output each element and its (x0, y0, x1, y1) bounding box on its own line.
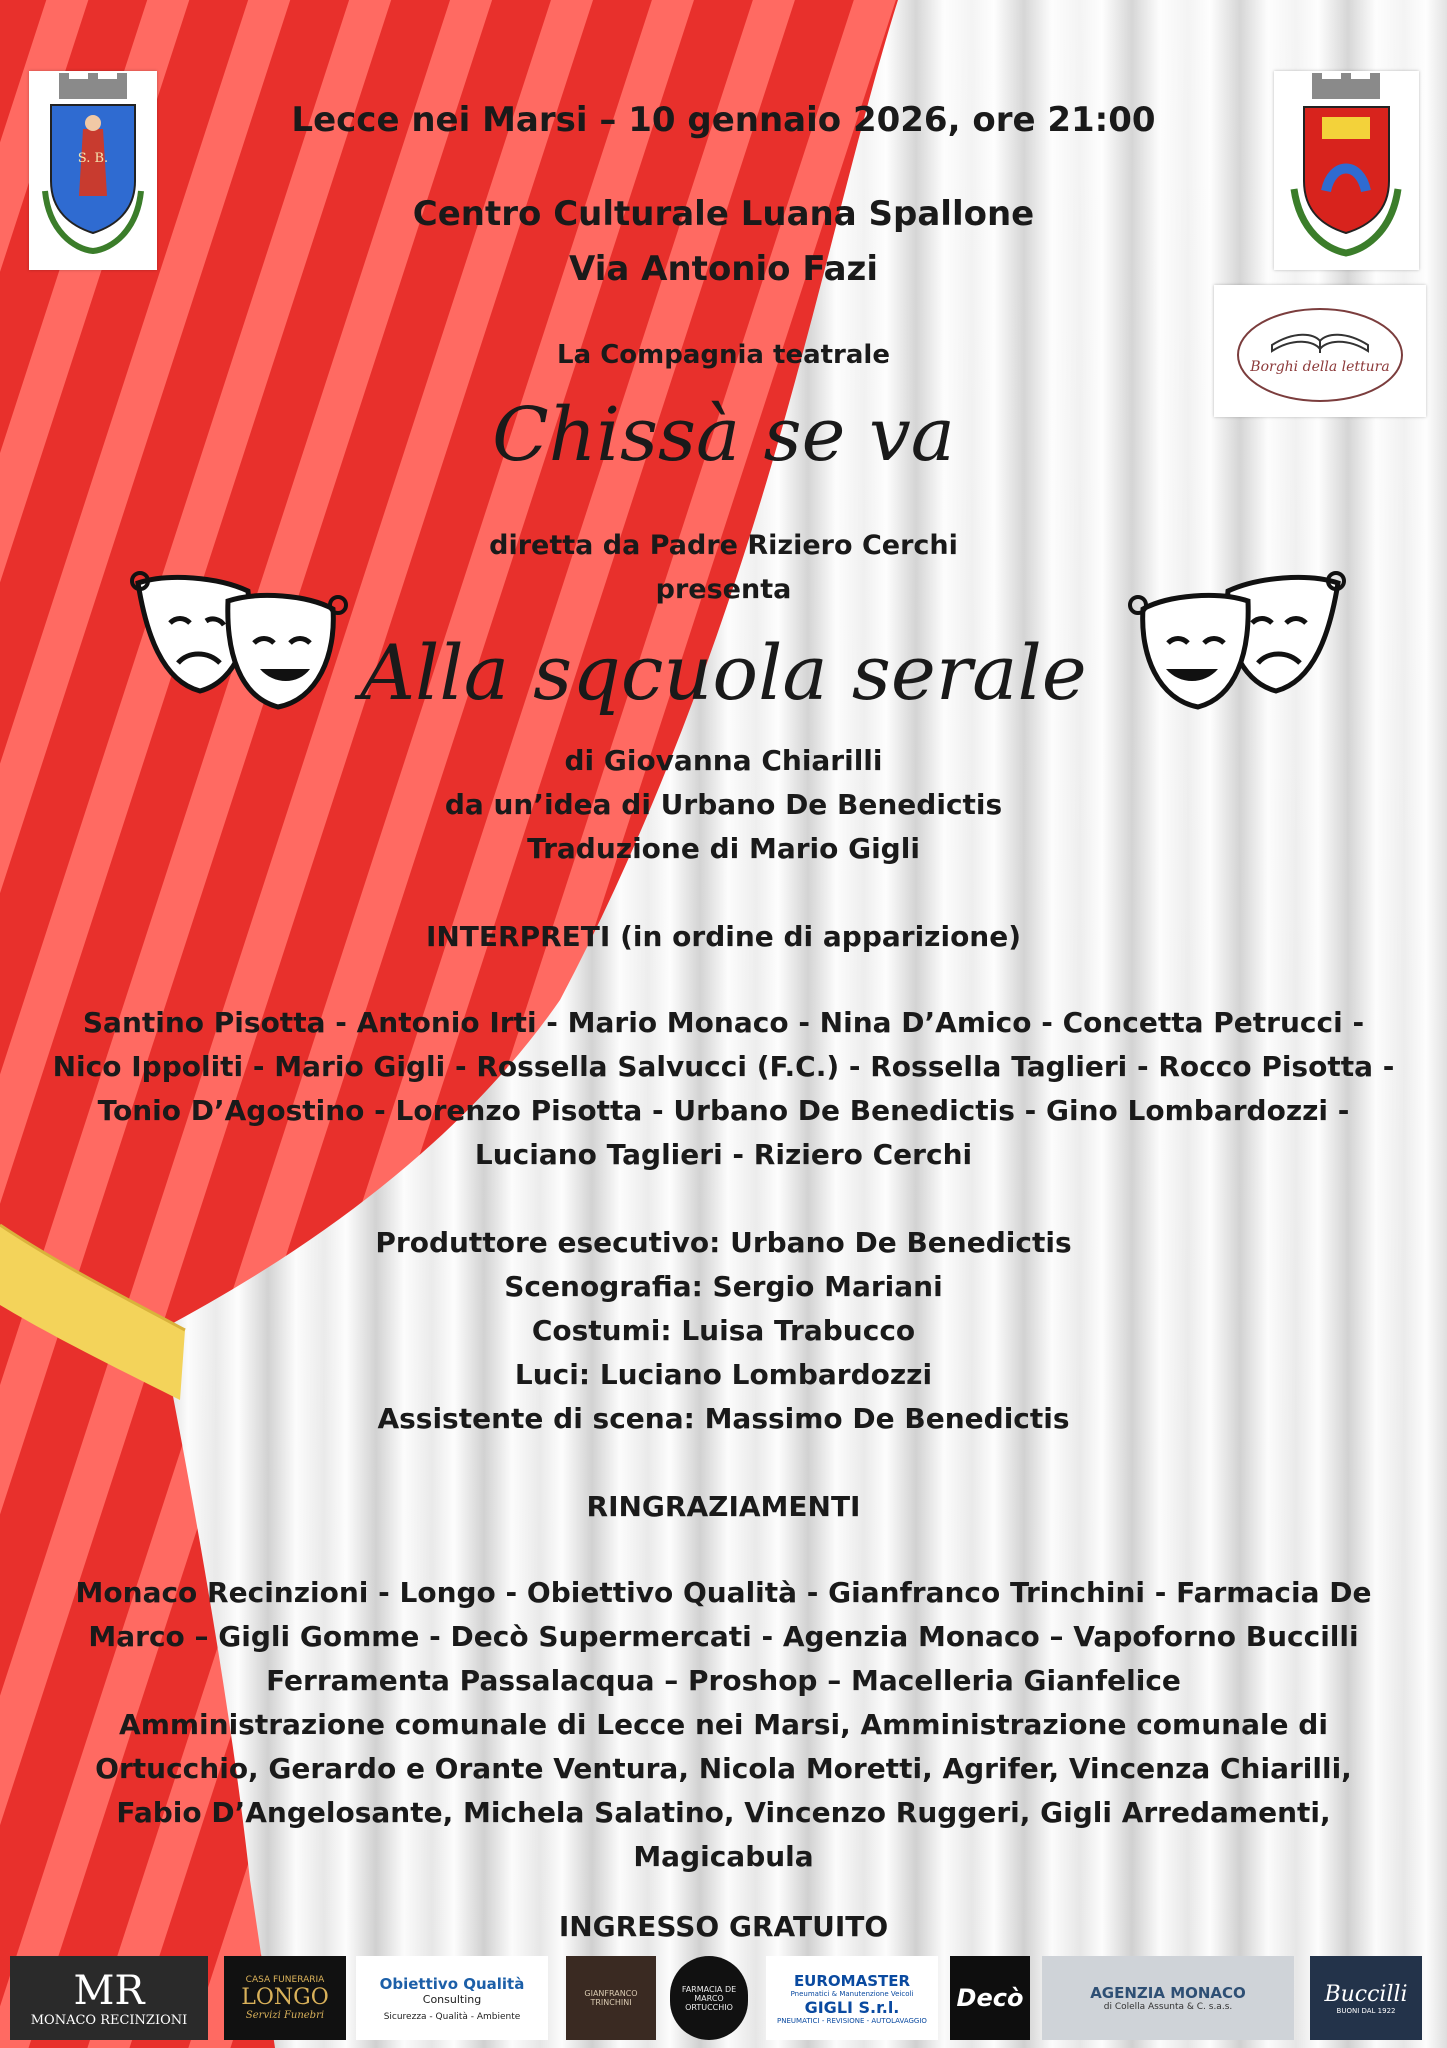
event-date-line: Lecce nei Marsi – 10 gennaio 2026, ore 21:00 (291, 100, 1156, 140)
thanks-line: Amministrazione comunale di Lecce nei Marsi, Amministrazione comunale di (119, 1708, 1328, 1741)
oq-tag: Sicurezza - Qualità - Ambiente (383, 2011, 521, 2022)
cast-heading-note: (in ordine di apparizione) (610, 920, 1022, 953)
logo-monaco-recinzioni (10, 1956, 208, 2040)
thanks-line: Magicabula (633, 1840, 814, 1873)
thanks-line: Marco – Gigli Gomme - Decò Supermercati - Agenzia Monaco – Vapoforno Buccilli (88, 1620, 1359, 1653)
company-name: Chissà se va (492, 392, 955, 478)
buccilli-sub: BUONI DAL 1922 (1336, 2006, 1396, 2015)
longo-name: LONGO (241, 1985, 329, 2010)
crew-line: Costumi: Luisa Trabucco (531, 1314, 916, 1347)
euromaster-sub: Pneumatici & Manutenzione Veicoli (790, 1989, 914, 1998)
logo-agenzia-monaco (1042, 1956, 1294, 2040)
gigli-sub: PNEUMATICI - REVISIONE - AUTOLAVAGGIO (777, 2016, 927, 2025)
thanks-heading: RINGRAZIAMENTI (586, 1490, 861, 1523)
thanks-line: Fabio D’Angelosante, Michela Salatino, Vincenzo Ruggeri, Gigli Arredamenti, (116, 1796, 1331, 1829)
longo-top: CASA FUNERARIA (245, 1975, 325, 1985)
logo-obiettivo-qualita (356, 1956, 548, 2040)
thanks-line: Ortucchio, Gerardo e Orante Ventura, Nicola Moretti, Agrifer, Vincenza Chiarilli, (95, 1752, 1352, 1785)
thanks-line: Monaco Recinzioni - Longo - Obiettivo Qualità - Gianfranco Trinchini - Farmacia De (75, 1576, 1372, 1609)
crew-line: Produttore esecutivo: Urbano De Benedictis (375, 1226, 1072, 1259)
logo-deco (950, 1956, 1030, 2040)
play-idea: da un’idea di Urbano De Benedictis (444, 788, 1003, 821)
company-intro: La Compagnia teatrale (557, 340, 890, 370)
logo-buccilli (1310, 1956, 1422, 2040)
agenzia-name: AGENZIA MONACO (1090, 1984, 1246, 2002)
cast-line: Luciano Taglieri - Riziero Cerchi (474, 1138, 973, 1171)
crew-line: Assistente di scena: Massimo De Benedictis (377, 1402, 1070, 1435)
cast-line: Tonio D’Agostino - Lorenzo Pisotta - Urbano De Benedictis - Gino Lombardozzi - (97, 1094, 1350, 1127)
play-title: Alla sqcuola serale (360, 628, 1087, 717)
cast-heading-label: INTERPRETI (425, 920, 611, 953)
venue-address: Via Antonio Fazi (569, 249, 878, 289)
crew-line: Scenografia: Sergio Mariani (504, 1270, 943, 1303)
cast-line: Santino Pisotta - Antonio Irti - Mario Monaco - Nina D’Amico - Concetta Petrucci - (82, 1006, 1365, 1039)
deco-name: Decò (956, 1984, 1024, 2012)
buccilli-name: Buccilli (1324, 1981, 1408, 2007)
logo-longo (224, 1956, 346, 2040)
farmacia-name: FARMACIA DE MARCO ORTUCCHIO (681, 1984, 737, 2012)
mr-initials: MR (73, 1967, 145, 2014)
logo-gigli-euromaster (766, 1956, 938, 2040)
euromaster-name: EUROMASTER (793, 1971, 911, 1990)
crest-initials: S. B. (77, 151, 109, 166)
thanks-line: Ferramenta Passalacqua – Proshop – Macelleria Gianfelice (266, 1664, 1181, 1697)
cast-heading (0, 920, 1447, 953)
company-director: diretta da Padre Riziero Cerchi (489, 530, 958, 561)
gigli-name: GIGLI S.r.l. (804, 1997, 900, 2017)
oq-name: Obiettivo Qualità (379, 1974, 525, 1993)
agenzia-sub: di Colella Assunta & C. s.a.s. (1103, 2002, 1233, 2012)
play-translation: Traduzione di Mario Gigli (527, 832, 920, 865)
longo-sub: Servizi Funebri (245, 2010, 325, 2021)
logo-farmacia-de-marco (670, 1956, 748, 2040)
crew-line: Luci: Luciano Lombardozzi (514, 1358, 933, 1391)
oq-sub: Consulting (422, 1992, 482, 2006)
trinchini-name: GIANFRANCO TRINCHINI (584, 1989, 638, 2007)
mr-name: MONACO RECINZIONI (30, 2012, 188, 2028)
company-presents: presenta (655, 574, 792, 605)
logo-gianfranco-trinchini (566, 1956, 656, 2040)
badge-label: Borghi della lettura (1250, 359, 1390, 375)
sponsor-logos (0, 1952, 1447, 2048)
venue-name: Centro Culturale Luana Spallone (412, 194, 1035, 234)
play-author: di Giovanna Chiarilli (564, 744, 883, 777)
cast-line: Nico Ippoliti - Mario Gigli - Rossella Salvucci (F.C.) - Rossella Taglieri - Rocco Pisotta - (52, 1050, 1395, 1083)
free-entry: INGRESSO GRATUITO (558, 1910, 889, 1943)
